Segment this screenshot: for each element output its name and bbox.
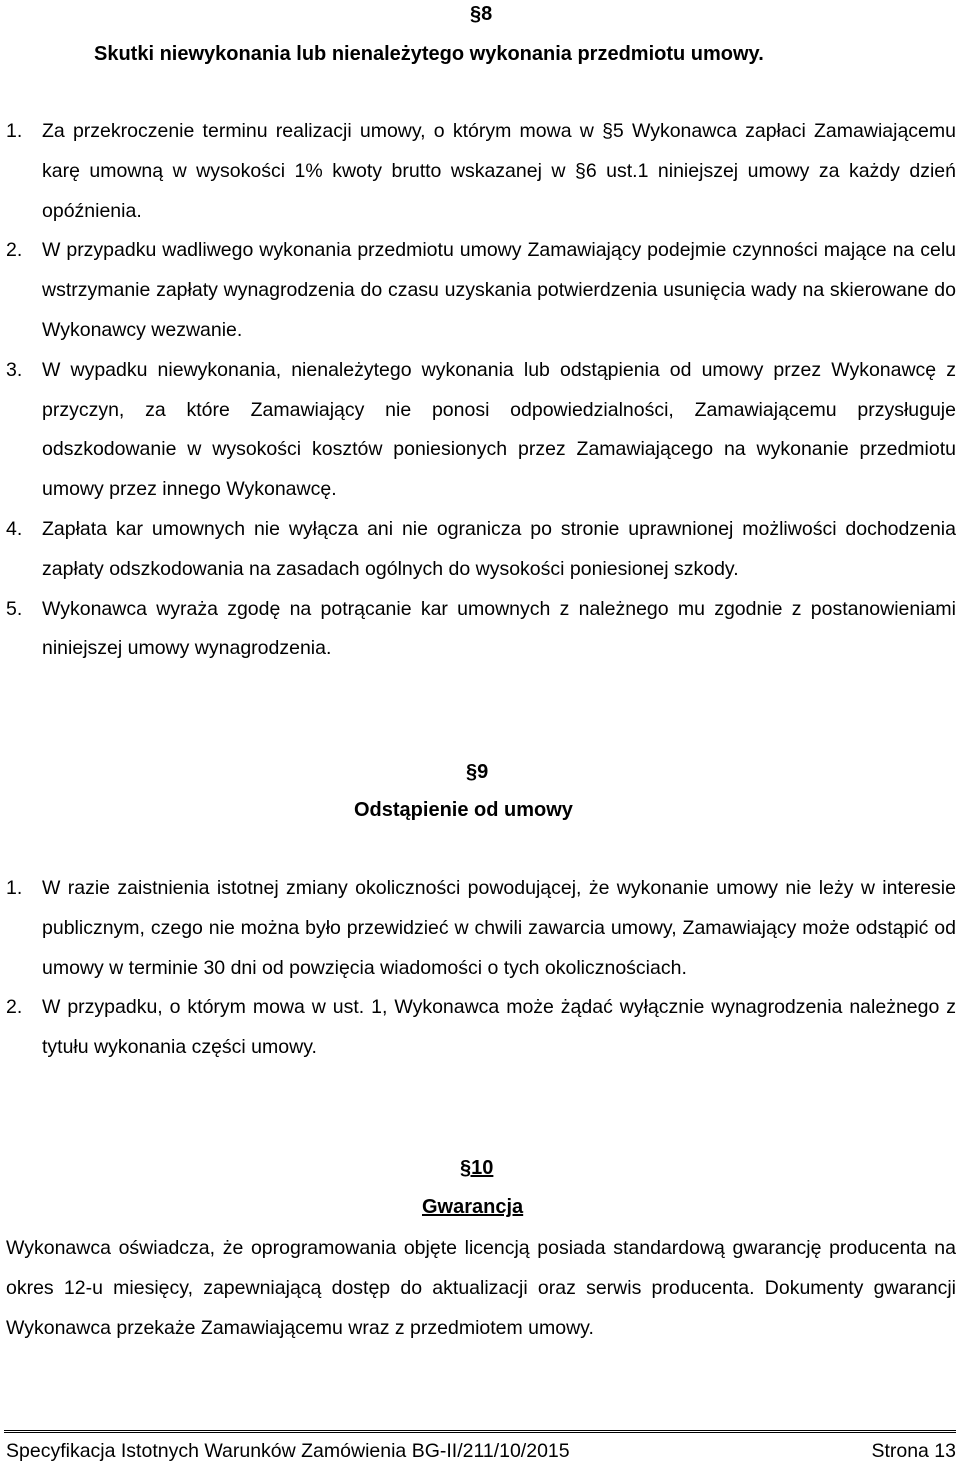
item-text: W wypadku niewykonania, nienależytego wykonania lub odstąpienia od umowy przez Wykonawcę z przyczyn, za które Zamawiający nie ponosi odpowiedzialności, Zamawiającemu przysługuje odszkodowanie w wysokości kosztów poniesionych przez Zamawiającego na wykonanie przedmiotu umowy przez innego Wykonawcę. (42, 358, 956, 501)
item-text: Wykonawca wyraża zgodę na potrącanie kar umownych z należnego mu zgodnie z postanowieniami niniejszej umowy wynagrodzenia. (42, 597, 956, 660)
footer-document-title: Specyfikacja Istotnych Warunków Zamówienia BG-II/211/10/2015 (6, 1440, 570, 1462)
item-text: Zapłata kar umownych nie wyłącza ani nie ogranicza po stronie uprawnionej możliwości dochodzenia zapłaty odszkodowania na zasadach ogólnych do wysokości poniesionej szkody. (42, 517, 956, 580)
item-text: W przypadku, o którym mowa w ust. 1, Wykonawca może żądać wyłącznie wynagrodzenia należnego z tytułu wykonania części umowy. (42, 996, 956, 1059)
page-footer (6, 1438, 956, 1464)
item-number: 2. (6, 996, 23, 1019)
list-item (0, 112, 956, 231)
section-9-title: Odstąpienie od umowy (354, 799, 573, 821)
list-item (0, 231, 956, 350)
section-10-number (460, 1156, 493, 1180)
section-10-number-text: §10 (460, 1157, 494, 1179)
item-number: 4. (6, 517, 23, 540)
item-number: 1. (6, 120, 23, 142)
section-8-list (0, 112, 956, 669)
list-item (0, 988, 956, 1068)
item-number: 1. (6, 877, 23, 899)
list-item (0, 351, 956, 510)
section-9-number: §9 (466, 761, 489, 783)
section-9-list (0, 869, 956, 1068)
item-number: 3. (6, 358, 23, 381)
footer-divider (4, 1430, 956, 1433)
item-text: Za przekroczenie terminu realizacji umowy, o którym mowa w §5 Wykonawca zapłaci Zamawiającemu karę umowną w wysokości 1% kwoty brutto wskazanej w §6 ust.1 niniejszej umowy za każdy dzień opóźnienia. (42, 120, 956, 222)
list-item (0, 869, 956, 988)
item-text: W razie zaistnienia istotnej zmiany okoliczności powodującej, że wykonanie umowy nie leży w interesie publicznym, czego nie można było przewidzieć w chwili zawarcia umowy, Zamawiający może odstąpić od umowy w terminie 30 dni od powzięcia wiadomości o tych okolicznościach. (42, 877, 956, 979)
item-number: 2. (6, 239, 23, 262)
item-number: 5. (6, 597, 23, 620)
section-10-paragraph: Wykonawca oświadcza, że oprogramowania objęte licencją posiada standardową gwarancję producenta na okres 12-u miesięcy, zapewniającą dostęp do aktualizacji oraz serwis producenta. Dokumenty gwarancji Wykonawca przekaże Zamawiającemu wraz z przedmiotem umowy. (6, 1237, 956, 1339)
list-item (0, 590, 956, 670)
section-8-number: §8 (470, 3, 493, 25)
footer-page-number: Strona 13 (871, 1440, 956, 1462)
item-text: W przypadku wadliwego wykonania przedmiotu umowy Zamawiający podejmie czynności mające na celu wstrzymanie zapłaty wynagrodzenia do czasu uzyskania potwierdzenia usunięcia wady na skierowane do Wykonawcy wezwanie. (42, 239, 956, 341)
list-item (0, 510, 956, 590)
section-10-title: Gwarancja (422, 1196, 524, 1218)
section-8-title: Skutki niewykonania lub nienależytego wykonania przedmiotu umowy. (94, 43, 764, 65)
